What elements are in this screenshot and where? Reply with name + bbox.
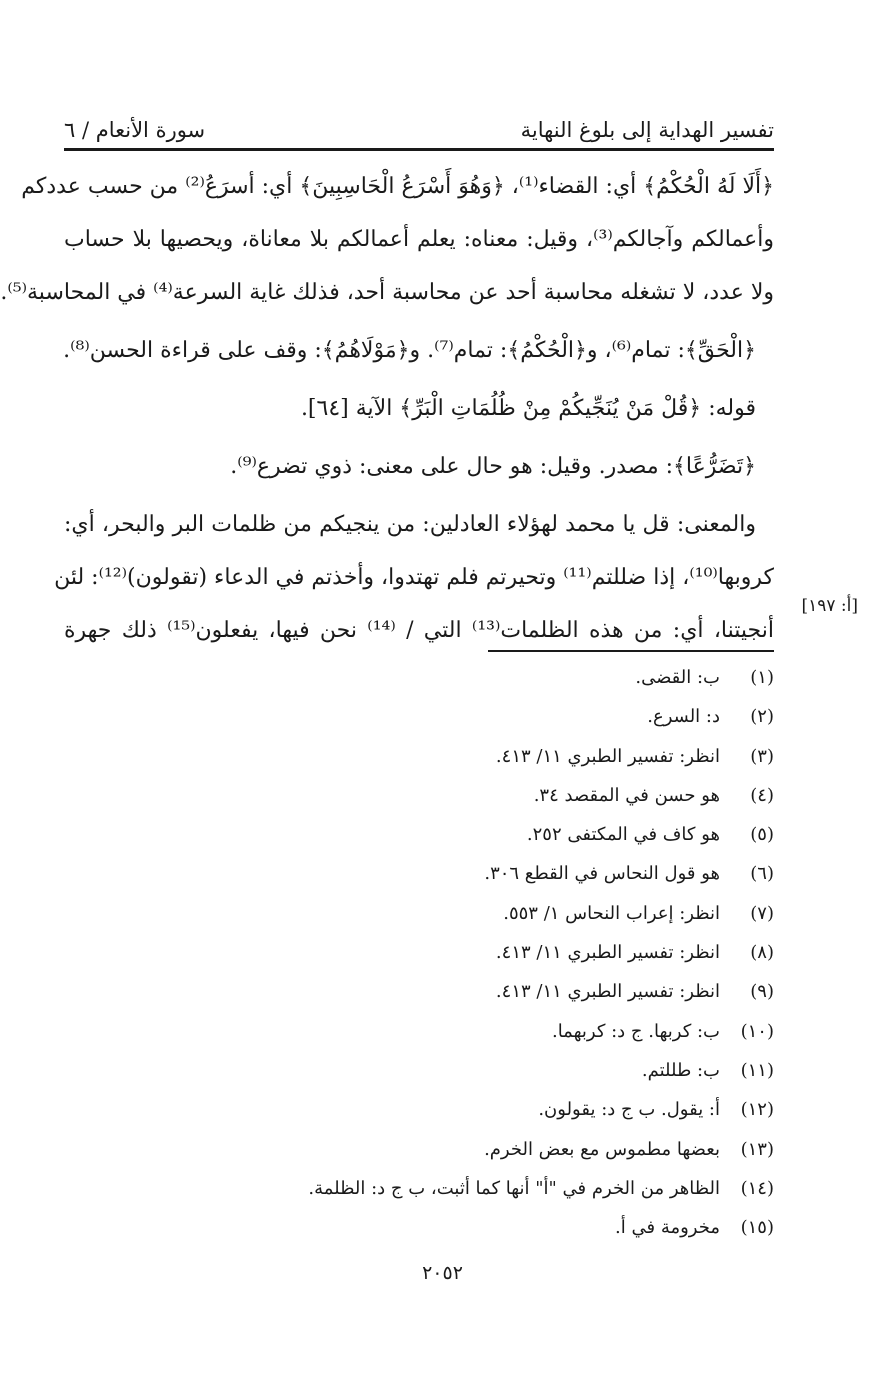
footnote-number: (١) <box>750 667 774 688</box>
book-title: تفسير الهداية إلى بلوغ النهاية <box>520 118 774 142</box>
text-line: والمعنى: قل يا محمد لهؤلاء العادلين: من ينجيكم من ظلمات البر والبحر، أي: <box>64 512 756 537</box>
footnote-number: (١١) <box>740 1059 774 1081</box>
footnote <box>264 1130 774 1169</box>
surah-label: سورة الأنعام / ٦ <box>64 118 206 142</box>
page-number: ٢٠٥٢ <box>422 1262 463 1284</box>
footnote <box>264 697 774 736</box>
footnote-text: ب: القضى. <box>635 667 720 688</box>
footnote-divider <box>488 650 774 652</box>
footnote-text: هو حسن في المقصد ٣٤. <box>533 784 720 806</box>
footnote-number: (٦) <box>750 863 774 885</box>
text-line: قوله: ﴿قُلْ مَنْ يُنَجِّيكُمْ مِنْ ظُلُمَاتِ الْبَرِّ﴾ الآية [٦٤]. <box>300 396 756 421</box>
footnote-text: الظاهر من الخرم في "أ" أنها كما أثبت، ب ج د: الظلمة. <box>308 1177 720 1199</box>
footnote <box>264 894 774 933</box>
text-line: كروبها⁽¹⁰⁾، إذا ضللتم⁽¹¹⁾ وتحيرتم فلم تهتدوا، وأخذتم في الدعاء (تقولون)⁽¹²⁾: لئن <box>54 565 774 590</box>
footnotes <box>264 658 774 1247</box>
footnote <box>264 1051 774 1090</box>
text-line: ولا عدد، لا تشغله محاسبة أحد عن محاسبة أحد، فذلك غاية السرعة⁽⁴⁾ في المحاسبة⁽⁵⁾. <box>0 280 774 305</box>
footnote-text: انظر: تفسير الطبري ١١/ ٤١٣. <box>495 745 720 767</box>
footnote-number: (٤) <box>750 784 774 806</box>
footnote-number: (١٤) <box>740 1177 774 1199</box>
manuscript-folio-marker: [أ: ١٩٧] <box>801 596 858 616</box>
footnote-text: هو قول النحاس في القطع ٣٠٦. <box>484 863 720 885</box>
main-text <box>0 160 774 657</box>
footnote-number: (١٠) <box>740 1020 774 1042</box>
footnote-number: (٩) <box>750 981 774 1003</box>
footnote-text: انظر: تفسير الطبري ١١/ ٤١٣. <box>495 981 720 1003</box>
footnote <box>264 815 774 854</box>
footnote-text: مخرومة في أ. <box>615 1217 720 1239</box>
header-divider <box>64 148 774 151</box>
footnote-number: (١٢) <box>740 1099 774 1121</box>
text-line: وأعمالكم وآجالكم⁽³⁾، وقيل: معناه: يعلم أعمالكم بلا معاناة، ويحصيها بلا حساب <box>64 227 774 252</box>
running-header <box>64 108 774 142</box>
footnote <box>264 933 774 972</box>
footnote-text: انظر: تفسير الطبري ١١/ ٤١٣. <box>495 942 720 964</box>
footnote <box>264 658 774 697</box>
footnote <box>264 1169 774 1208</box>
footnote-text: انظر: إعراب النحاس ١/ ٥٥٣. <box>503 902 720 924</box>
footnote-number: (١٥) <box>740 1217 774 1239</box>
footnote-text: د: السرع. <box>647 706 720 728</box>
footnote <box>264 776 774 815</box>
footnote-number: (٧) <box>750 902 774 924</box>
footnote-text: ب: طللتم. <box>641 1059 720 1081</box>
footnote-number: (٥) <box>750 824 774 846</box>
text-line: ﴿أَلَا لَهُ الْحُكْمُ﴾ أي: القضاء⁽¹⁾، ﴿وَهُوَ أَسْرَعُ الْحَاسِبِينَ﴾ أي: أسرَعُ⁽²⁾ من حسب عددكم <box>21 174 774 199</box>
text-line: أنجيتنا، أي: من هذه الظلمات⁽¹³⁾ التي / ⁽¹⁴⁾ نحن فيها، يفعلون⁽¹⁵⁾ ذلك جهرة <box>64 618 774 643</box>
footnote-text: أ: يقول. ب ج د: يقولون. <box>538 1099 720 1121</box>
footnote-text: هو كاف في المكتفى ٢٥٢. <box>526 824 720 846</box>
footnote <box>264 1012 774 1051</box>
footnote <box>264 737 774 776</box>
footnote <box>264 1090 774 1129</box>
text-line: ﴿الْحَقِّ﴾: تمام⁽⁶⁾، و﴿الْحُكْمُ﴾: تمام⁽⁷⁾. و﴿مَوْلَاهُمُ﴾: وقف على قراءة الحسن⁽⁸⁾. <box>63 338 756 363</box>
footnote-number: (٢) <box>750 706 774 728</box>
footnote-text: بعضها مطموس مع بعض الخرم. <box>484 1138 720 1160</box>
text-line: ﴿تَضَرُّعًا﴾: مصدر. وقيل: هو حال على معنى: ذوي تضرع⁽⁹⁾. <box>230 454 756 479</box>
footnote-number: (٣) <box>750 745 774 767</box>
footnote-text: ب: كربها. ج د: كربهما. <box>551 1020 720 1042</box>
footnote <box>264 854 774 893</box>
footnote-number: (١٣) <box>740 1138 774 1160</box>
footnote <box>264 1208 774 1247</box>
footnote <box>264 972 774 1011</box>
footnote-number: (٨) <box>750 942 774 964</box>
